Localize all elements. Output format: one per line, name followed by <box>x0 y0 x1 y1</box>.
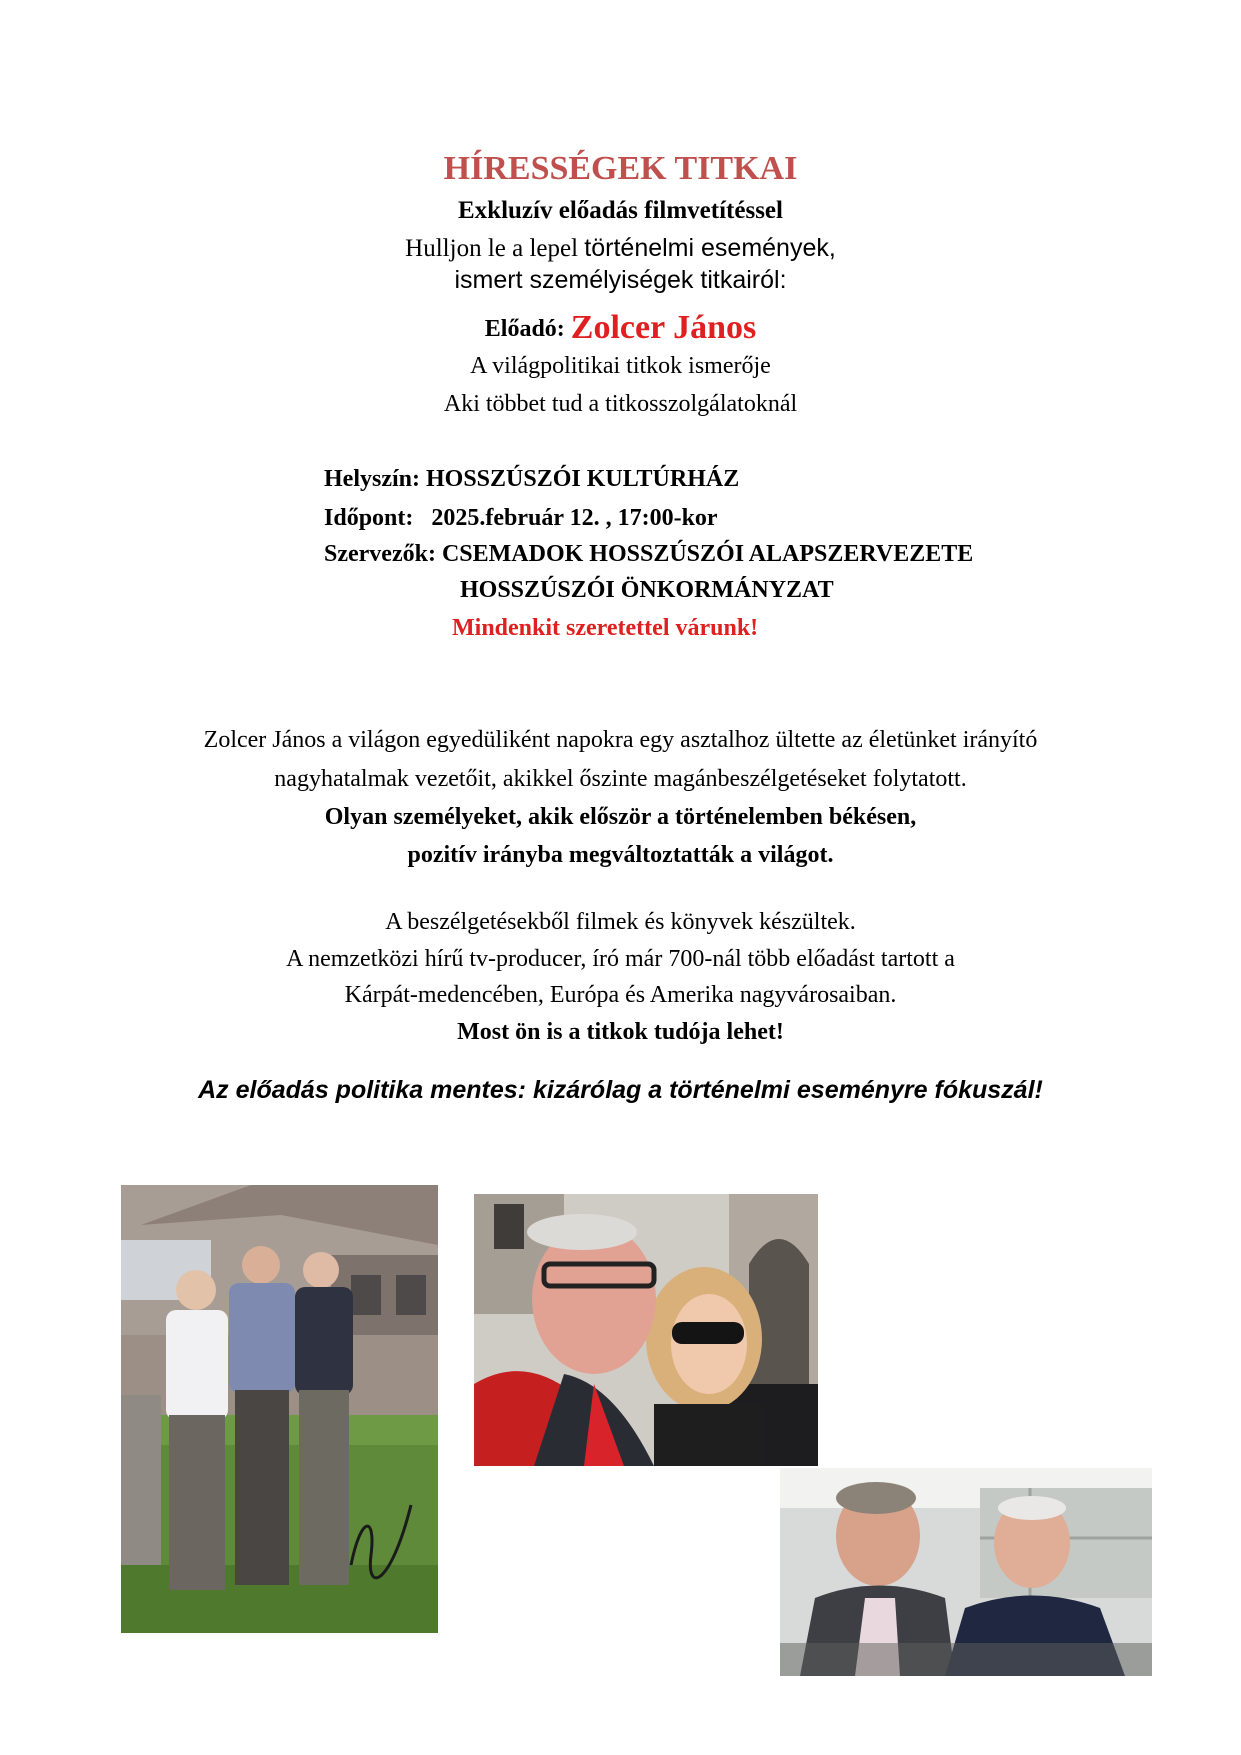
body-line-5: A beszélgetésekből filmek és könyvek készültek. <box>385 909 856 935</box>
intro-line-2: ismert személyiségek titkairól: <box>454 266 787 294</box>
body-line-1: Zolcer János a világon egyedüliként napokra egy asztalhoz ültette az életünket irányító <box>203 727 1038 753</box>
photo-three-men-lawn <box>121 1185 438 1633</box>
place-label: Helyszín: <box>324 466 426 492</box>
presenter-line <box>0 311 1241 345</box>
presenter-name: Zolcer János <box>570 309 757 346</box>
place-line <box>324 467 739 491</box>
body-line-4: pozitív irányba megváltoztatták a világot. <box>407 842 834 868</box>
body-line-2: nagyhatalmak vezetőit, akikkel őszinte magánbeszélgetéseket folytatott. <box>274 766 967 792</box>
body-line-3: Olyan személyeket, akik először a történelemben békésen, <box>324 804 917 830</box>
intro-sans-text: történelmi események, <box>584 234 836 262</box>
disclaimer-note: Az előadás politika mentes: kizárólag a történelmi eseményre fókuszál! <box>198 1076 1043 1104</box>
organizers-line <box>324 542 973 566</box>
place-value: HOSSZÚSZÓI KULTÚRHÁZ <box>426 466 740 492</box>
photo-selfie-man-woman <box>474 1194 818 1466</box>
presenter-label: Előadó: <box>484 316 571 342</box>
body-line-6: A nemzetközi hírű tv-producer, író már 700-nál több előadást tartott a <box>286 946 955 972</box>
page-title: HÍRESSÉGEK TITKAI <box>443 150 798 187</box>
welcome-text: Mindenkit szeretettel várunk! <box>452 615 759 641</box>
body-line-7: Kárpát-medencében, Európa és Amerika nagyvárosaiban. <box>344 982 897 1008</box>
presenter-role-1: A világpolitikai titkok ismerője <box>470 353 771 379</box>
organizers-label: Szervezők: <box>324 541 442 567</box>
organizer-1: CSEMADOK HOSSZÚSZÓI ALAPSZERVEZETE <box>441 541 974 567</box>
event-subtitle: Exkluzív előadás filmvetítéssel <box>458 197 783 224</box>
organizer-2: HOSSZÚSZÓI ÖNKORMÁNYZAT <box>460 577 834 603</box>
photo-two-men-sitting <box>780 1468 1152 1676</box>
time-value: 2025.február 12. , 17:00-kor <box>431 505 718 531</box>
presenter-role-2: Aki többet tud a titkosszolgálatoknál <box>443 391 798 417</box>
body-line-8: Most ön is a titkok tudója lehet! <box>457 1019 784 1045</box>
intro-line-1 <box>0 236 1241 261</box>
time-label: Időpont: <box>324 505 414 531</box>
intro-serif-text: Hulljon le a lepel <box>405 235 585 262</box>
time-line <box>324 506 718 530</box>
